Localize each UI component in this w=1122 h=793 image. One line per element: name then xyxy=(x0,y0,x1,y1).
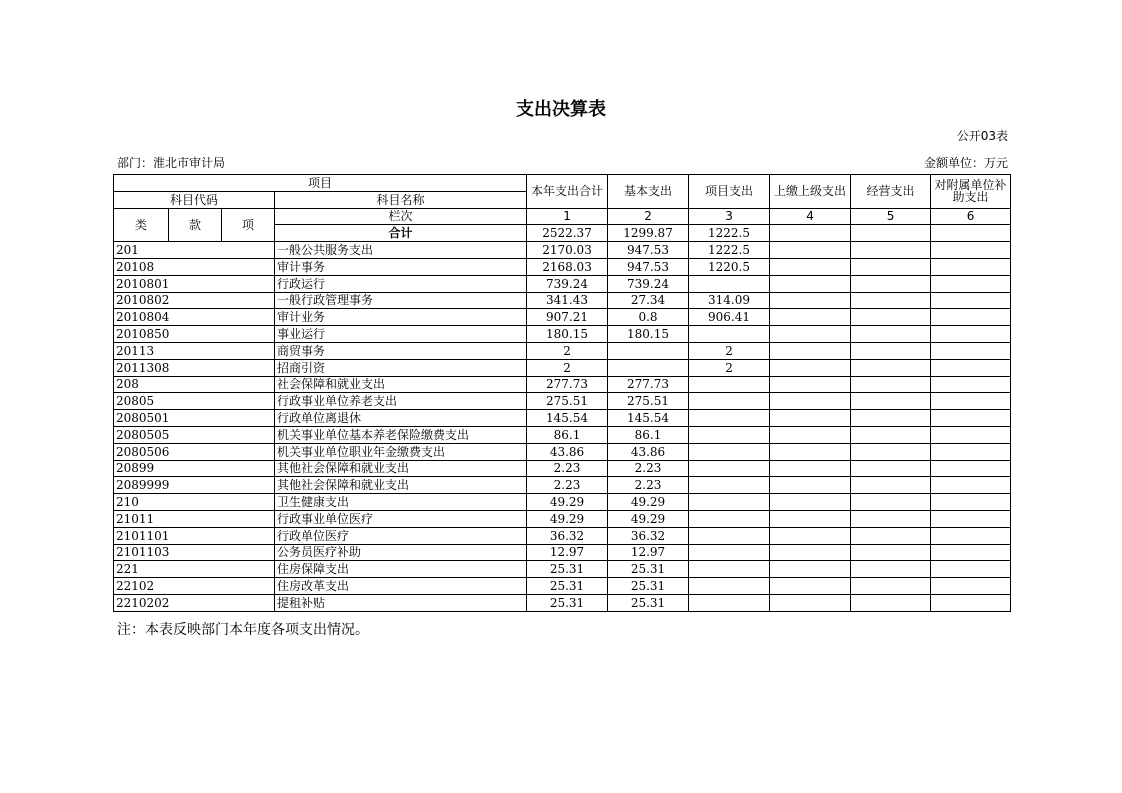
col-number-2: 2 xyxy=(608,208,689,225)
header-col-project: 项目支出 xyxy=(689,175,770,209)
subject-code-cell: 22102 xyxy=(114,578,275,595)
project-cell xyxy=(689,393,770,410)
project-cell xyxy=(689,578,770,595)
table-row xyxy=(114,510,1011,527)
subject-code-cell: 221 xyxy=(114,561,275,578)
total-upper xyxy=(770,225,851,242)
total-cell: 277.73 xyxy=(527,376,608,393)
table-row xyxy=(114,561,1011,578)
header-col-subsidy: 对附属单位补助支出 xyxy=(931,175,1011,209)
table-row xyxy=(114,544,1011,561)
header-col-business: 经营支出 xyxy=(851,175,931,209)
table-row xyxy=(114,326,1011,343)
table-row xyxy=(114,460,1011,477)
total-cell: 2170.03 xyxy=(527,242,608,259)
total-cell: 275.51 xyxy=(527,393,608,410)
business-cell xyxy=(851,376,931,393)
total-cell: 180.15 xyxy=(527,326,608,343)
basic-cell: 49.29 xyxy=(608,494,689,511)
subject-name-cell: 招商引资 xyxy=(275,359,527,376)
subject-name-cell: 公务员医疗补助 xyxy=(275,544,527,561)
basic-cell: 25.31 xyxy=(608,578,689,595)
business-cell xyxy=(851,477,931,494)
subject-name-cell: 审计业务 xyxy=(275,309,527,326)
subsidy-cell xyxy=(931,477,1011,494)
subject-name-cell: 其他社会保障和就业支出 xyxy=(275,477,527,494)
subject-name-cell: 一般行政管理事务 xyxy=(275,292,527,309)
table-row xyxy=(114,309,1011,326)
basic-cell: 49.29 xyxy=(608,510,689,527)
form-number: 公开03表 xyxy=(956,129,1008,143)
header-lei: 类 xyxy=(114,208,169,242)
basic-cell: 180.15 xyxy=(608,326,689,343)
subject-code-cell: 201 xyxy=(114,242,275,259)
header-col-basic: 基本支出 xyxy=(608,175,689,209)
upper-cell xyxy=(770,242,851,259)
subsidy-cell xyxy=(931,578,1011,595)
total-project: 1222.5 xyxy=(689,225,770,242)
upper-cell xyxy=(770,309,851,326)
subject-code-cell: 208 xyxy=(114,376,275,393)
subsidy-cell xyxy=(931,393,1011,410)
total-cell: 739.24 xyxy=(527,275,608,292)
subject-name-cell: 机关事业单位基本养老保险缴费支出 xyxy=(275,426,527,443)
business-cell xyxy=(851,393,931,410)
subject-name-cell: 事业运行 xyxy=(275,326,527,343)
subject-code-cell: 20108 xyxy=(114,258,275,275)
subsidy-cell xyxy=(931,410,1011,427)
subsidy-cell xyxy=(931,258,1011,275)
header-xiang: 项 xyxy=(222,208,275,242)
total-cell: 36.32 xyxy=(527,527,608,544)
business-cell xyxy=(851,359,931,376)
total-cell: 2 xyxy=(527,359,608,376)
department-label: 部门：淮北市审计局 xyxy=(117,156,226,170)
business-cell xyxy=(851,527,931,544)
basic-cell: 25.31 xyxy=(608,561,689,578)
project-cell: 2 xyxy=(689,342,770,359)
subject-code-cell: 2101103 xyxy=(114,544,275,561)
subject-code-cell: 2010802 xyxy=(114,292,275,309)
total-cell: 145.54 xyxy=(527,410,608,427)
header-kuan: 款 xyxy=(169,208,222,242)
subject-code-cell: 2010804 xyxy=(114,309,275,326)
basic-cell: 86.1 xyxy=(608,426,689,443)
table-row xyxy=(114,359,1011,376)
business-cell xyxy=(851,309,931,326)
project-cell: 314.09 xyxy=(689,292,770,309)
total-cell: 49.29 xyxy=(527,510,608,527)
business-cell xyxy=(851,578,931,595)
upper-cell xyxy=(770,561,851,578)
subject-name-cell: 其他社会保障和就业支出 xyxy=(275,460,527,477)
subject-code-cell: 20805 xyxy=(114,393,275,410)
subject-name-cell: 行政事业单位养老支出 xyxy=(275,393,527,410)
col-number-1: 1 xyxy=(527,208,608,225)
project-cell xyxy=(689,477,770,494)
business-cell xyxy=(851,594,931,611)
subsidy-cell xyxy=(931,561,1011,578)
page-title: 支出决算表 xyxy=(516,99,606,120)
col-number-3: 3 xyxy=(689,208,770,225)
basic-cell: 275.51 xyxy=(608,393,689,410)
total-cell: 2 xyxy=(527,342,608,359)
subsidy-cell xyxy=(931,359,1011,376)
subject-name-cell: 社会保障和就业支出 xyxy=(275,376,527,393)
project-cell xyxy=(689,494,770,511)
subsidy-cell xyxy=(931,309,1011,326)
total-sum: 2522.37 xyxy=(527,225,608,242)
basic-cell: 739.24 xyxy=(608,275,689,292)
project-cell xyxy=(689,410,770,427)
table-row xyxy=(114,393,1011,410)
project-cell xyxy=(689,275,770,292)
upper-cell xyxy=(770,477,851,494)
upper-cell xyxy=(770,578,851,595)
subsidy-cell xyxy=(931,544,1011,561)
project-cell xyxy=(689,326,770,343)
subsidy-cell xyxy=(931,242,1011,259)
project-cell xyxy=(689,594,770,611)
col-number-5: 5 xyxy=(851,208,931,225)
upper-cell xyxy=(770,275,851,292)
table-row xyxy=(114,410,1011,427)
upper-cell xyxy=(770,393,851,410)
business-cell xyxy=(851,242,931,259)
project-cell: 1220.5 xyxy=(689,258,770,275)
business-cell xyxy=(851,275,931,292)
subject-code-cell: 210 xyxy=(114,494,275,511)
basic-cell: 145.54 xyxy=(608,410,689,427)
business-cell xyxy=(851,410,931,427)
basic-cell: 43.86 xyxy=(608,443,689,460)
basic-cell: 25.31 xyxy=(608,594,689,611)
business-cell xyxy=(851,460,931,477)
table-row xyxy=(114,292,1011,309)
project-cell: 906.41 xyxy=(689,309,770,326)
total-cell: 12.97 xyxy=(527,544,608,561)
subsidy-cell xyxy=(931,527,1011,544)
table-row xyxy=(114,342,1011,359)
table-row xyxy=(114,275,1011,292)
basic-cell: 2.23 xyxy=(608,460,689,477)
expenditure-table xyxy=(113,174,1011,612)
subsidy-cell xyxy=(931,376,1011,393)
subsidy-cell xyxy=(931,510,1011,527)
total-cell: 25.31 xyxy=(527,578,608,595)
col-number-6: 6 xyxy=(931,208,1011,225)
subject-code-cell: 2101101 xyxy=(114,527,275,544)
upper-cell xyxy=(770,410,851,427)
business-cell xyxy=(851,443,931,460)
subsidy-cell xyxy=(931,426,1011,443)
project-cell xyxy=(689,376,770,393)
business-cell xyxy=(851,561,931,578)
business-cell xyxy=(851,292,931,309)
upper-cell xyxy=(770,460,851,477)
subject-name-cell: 提租补贴 xyxy=(275,594,527,611)
project-cell xyxy=(689,527,770,544)
subject-name-cell: 机关事业单位职业年金缴费支出 xyxy=(275,443,527,460)
subject-code-cell: 2080505 xyxy=(114,426,275,443)
table-row xyxy=(114,443,1011,460)
total-cell: 25.31 xyxy=(527,594,608,611)
upper-cell xyxy=(770,426,851,443)
business-cell xyxy=(851,510,931,527)
upper-cell xyxy=(770,342,851,359)
basic-cell: 947.53 xyxy=(608,242,689,259)
subject-code-cell: 20899 xyxy=(114,460,275,477)
basic-cell: 27.34 xyxy=(608,292,689,309)
project-cell xyxy=(689,510,770,527)
subsidy-cell xyxy=(931,443,1011,460)
total-business xyxy=(851,225,931,242)
subject-code-cell: 21011 xyxy=(114,510,275,527)
business-cell xyxy=(851,426,931,443)
upper-cell xyxy=(770,527,851,544)
total-cell: 86.1 xyxy=(527,426,608,443)
header-col-total: 本年支出合计 xyxy=(527,175,608,209)
subject-code-cell: 2089999 xyxy=(114,477,275,494)
header-col-upper: 上缴上级支出 xyxy=(770,175,851,209)
total-cell: 2168.03 xyxy=(527,258,608,275)
total-label: 合计 xyxy=(275,225,527,242)
table-note: 注：本表反映部门本年度各项支出情况。 xyxy=(117,622,369,638)
basic-cell: 947.53 xyxy=(608,258,689,275)
total-cell: 2.23 xyxy=(527,460,608,477)
subject-code-cell: 2011308 xyxy=(114,359,275,376)
subsidy-cell xyxy=(931,292,1011,309)
basic-cell: 0.8 xyxy=(608,309,689,326)
subsidy-cell xyxy=(931,275,1011,292)
total-cell: 25.31 xyxy=(527,561,608,578)
basic-cell xyxy=(608,342,689,359)
upper-cell xyxy=(770,376,851,393)
header-subject-code: 科目代码 xyxy=(114,191,275,208)
table-row xyxy=(114,376,1011,393)
subject-name-cell: 住房改革支出 xyxy=(275,578,527,595)
amount-unit-label: 金额单位：万元 xyxy=(923,156,1008,170)
basic-cell: 2.23 xyxy=(608,477,689,494)
upper-cell xyxy=(770,258,851,275)
subject-code-cell: 2010850 xyxy=(114,326,275,343)
basic-cell: 12.97 xyxy=(608,544,689,561)
subject-code-cell: 2080501 xyxy=(114,410,275,427)
subject-name-cell: 住房保障支出 xyxy=(275,561,527,578)
subject-name-cell: 行政单位医疗 xyxy=(275,527,527,544)
col-number-4: 4 xyxy=(770,208,851,225)
business-cell xyxy=(851,494,931,511)
upper-cell xyxy=(770,443,851,460)
business-cell xyxy=(851,258,931,275)
project-cell xyxy=(689,426,770,443)
total-cell: 49.29 xyxy=(527,494,608,511)
table-row xyxy=(114,594,1011,611)
total-basic: 1299.87 xyxy=(608,225,689,242)
subject-code-cell: 2010801 xyxy=(114,275,275,292)
subject-name-cell: 行政单位离退休 xyxy=(275,410,527,427)
subsidy-cell xyxy=(931,326,1011,343)
project-cell xyxy=(689,443,770,460)
table-row xyxy=(114,242,1011,259)
project-cell xyxy=(689,561,770,578)
project-cell: 2 xyxy=(689,359,770,376)
upper-cell xyxy=(770,494,851,511)
header-item: 项目 xyxy=(114,175,527,192)
header-subject-name: 科目名称 xyxy=(275,191,527,208)
subject-name-cell: 卫生健康支出 xyxy=(275,494,527,511)
project-cell: 1222.5 xyxy=(689,242,770,259)
project-cell xyxy=(689,544,770,561)
table-row xyxy=(114,578,1011,595)
subject-name-cell: 商贸事务 xyxy=(275,342,527,359)
upper-cell xyxy=(770,510,851,527)
subject-code-cell: 20113 xyxy=(114,342,275,359)
basic-cell xyxy=(608,359,689,376)
total-cell: 907.21 xyxy=(527,309,608,326)
basic-cell: 36.32 xyxy=(608,527,689,544)
business-cell xyxy=(851,544,931,561)
business-cell xyxy=(851,326,931,343)
total-cell: 43.86 xyxy=(527,443,608,460)
table-row xyxy=(114,527,1011,544)
total-cell: 2.23 xyxy=(527,477,608,494)
total-cell: 341.43 xyxy=(527,292,608,309)
basic-cell: 277.73 xyxy=(608,376,689,393)
table-row xyxy=(114,494,1011,511)
upper-cell xyxy=(770,544,851,561)
subject-name-cell: 审计事务 xyxy=(275,258,527,275)
upper-cell xyxy=(770,326,851,343)
subsidy-cell xyxy=(931,342,1011,359)
subject-name-cell: 行政事业单位医疗 xyxy=(275,510,527,527)
table-row xyxy=(114,258,1011,275)
subsidy-cell xyxy=(931,460,1011,477)
subject-name-cell: 一般公共服务支出 xyxy=(275,242,527,259)
upper-cell xyxy=(770,359,851,376)
project-cell xyxy=(689,460,770,477)
business-cell xyxy=(851,342,931,359)
table-row xyxy=(114,477,1011,494)
subject-name-cell: 行政运行 xyxy=(275,275,527,292)
subject-code-cell: 2080506 xyxy=(114,443,275,460)
total-subsidy xyxy=(931,225,1011,242)
upper-cell xyxy=(770,594,851,611)
header-row-label: 栏次 xyxy=(275,208,527,225)
upper-cell xyxy=(770,292,851,309)
subsidy-cell xyxy=(931,594,1011,611)
subject-code-cell: 2210202 xyxy=(114,594,275,611)
subsidy-cell xyxy=(931,494,1011,511)
table-row xyxy=(114,426,1011,443)
